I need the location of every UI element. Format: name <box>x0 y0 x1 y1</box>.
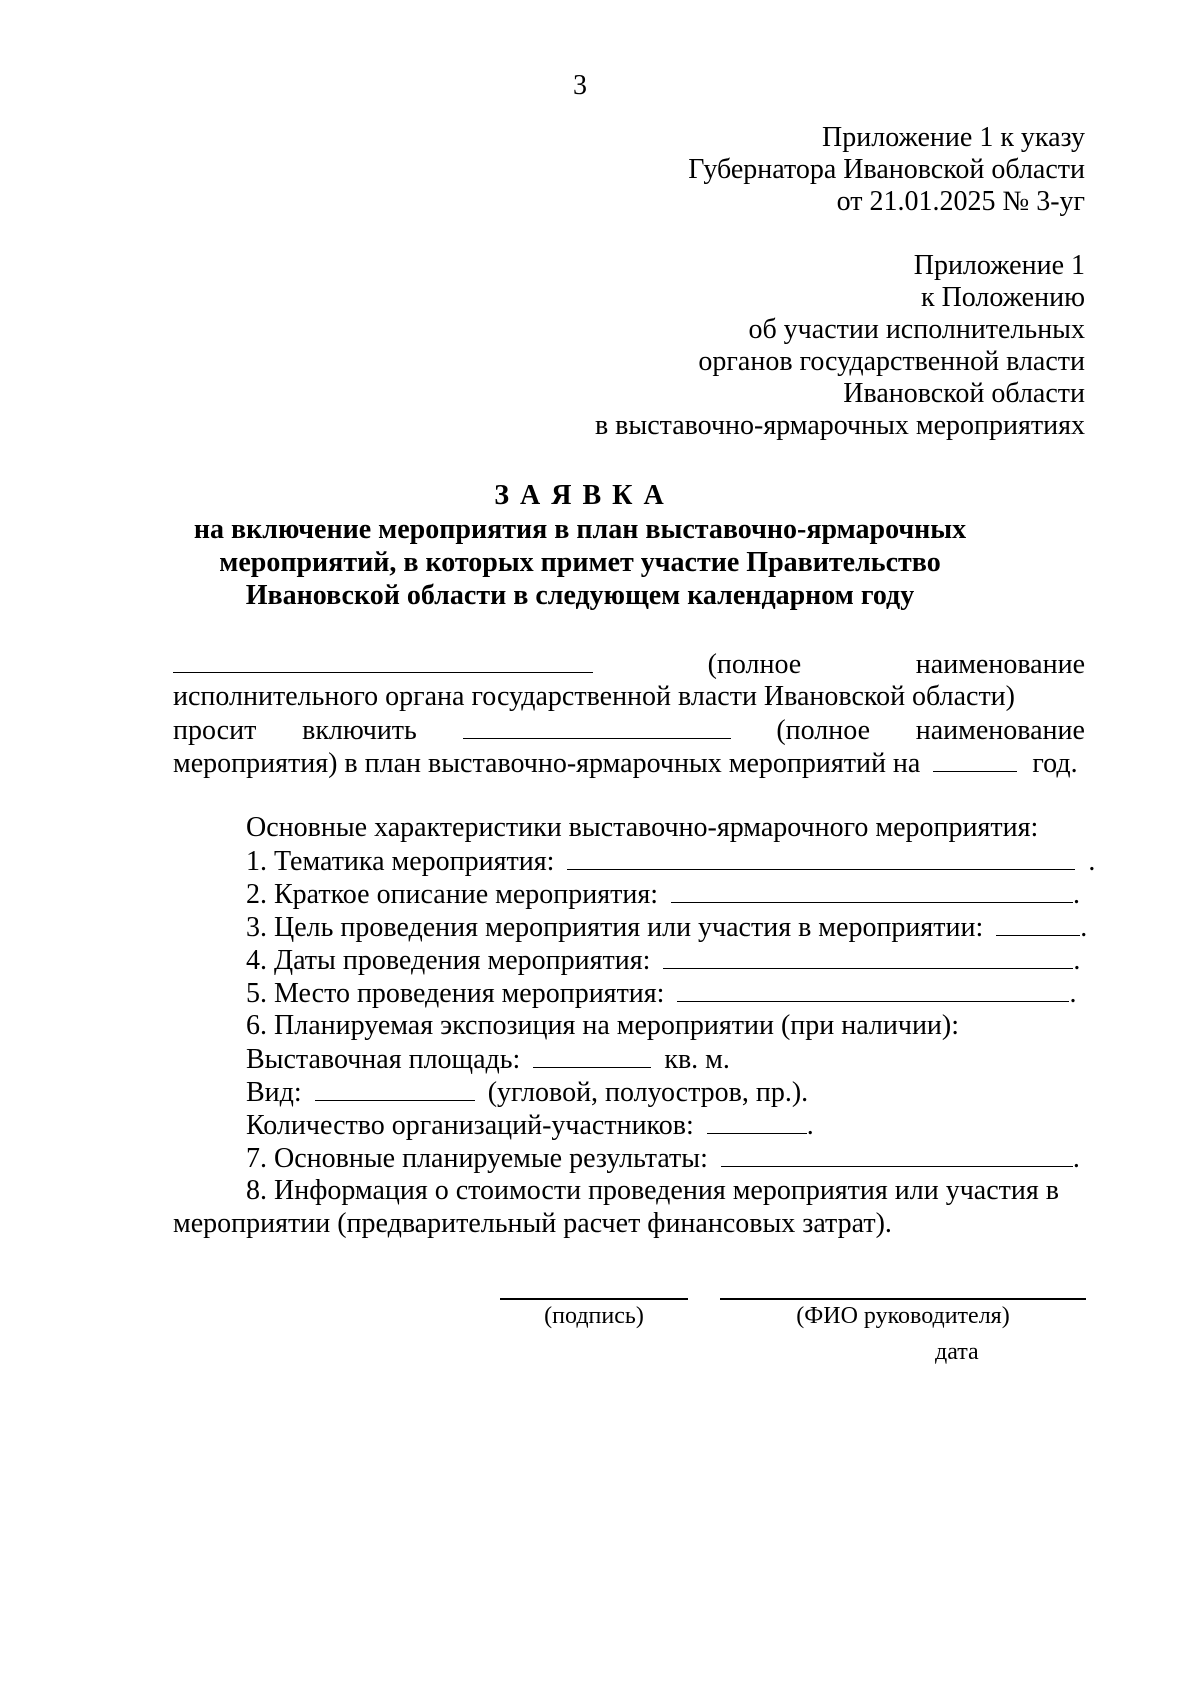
appendix-regulation-line: Ивановской области <box>843 378 1085 409</box>
signature-caption: (подпись) <box>544 1303 644 1329</box>
intro-text: исполнительного органа государственной власти Ивановской области) <box>173 681 1015 712</box>
topic-field[interactable] <box>567 845 1075 870</box>
count-field[interactable] <box>707 1109 807 1134</box>
event-name-field[interactable] <box>463 714 731 739</box>
appendix-decree-line: Приложение 1 к указу <box>822 122 1085 153</box>
count-row <box>246 1109 814 1142</box>
appendix-regulation-line: в выставочно-ярмарочных мероприятиях <box>594 410 1085 441</box>
item-dot: . <box>1073 945 1081 976</box>
appendix-regulation-line: органов государственной власти <box>698 346 1085 377</box>
intro-text: просит <box>173 715 257 746</box>
document-subtitle-line: на включение мероприятия в план выставочно-ярмарочных <box>193 514 967 545</box>
item-dot: . <box>1069 978 1077 1009</box>
item-dot: . <box>1072 1143 1080 1174</box>
item-label: 7. Основные планируемые результаты: <box>246 1143 708 1174</box>
head-name-line[interactable] <box>720 1298 1086 1300</box>
intro-text: (полное <box>776 715 870 746</box>
item-label: 3. Цель проведения мероприятия или участия в мероприятии: <box>246 912 984 943</box>
page-number: 3 <box>573 70 587 101</box>
type-row <box>246 1076 808 1109</box>
item-dot: . <box>1088 846 1096 877</box>
intro-text: год. <box>1032 748 1078 779</box>
document-title: З А Я В К А <box>494 480 666 511</box>
goal-field[interactable] <box>996 911 1080 936</box>
characteristic-item <box>246 1175 1085 1207</box>
characteristic-item-continued: мероприятии (предварительный расчет финансовых затрат). <box>173 1208 892 1239</box>
characteristic-item <box>246 878 1080 911</box>
item-dot: . <box>1073 879 1081 910</box>
item-label: 8. Информация о стоимости проведения мероприятия или участия в <box>246 1175 1059 1206</box>
description-field[interactable] <box>671 878 1073 903</box>
characteristic-item <box>246 944 1080 977</box>
characteristic-item <box>246 1142 1080 1175</box>
org-name-field[interactable] <box>173 648 593 673</box>
intro-text: наименование <box>915 715 1085 746</box>
item-label: 1. Тематика мероприятия: <box>246 846 555 877</box>
appendix-regulation-line: об участии исполнительных <box>748 314 1085 345</box>
intro-line-1 <box>173 648 1085 681</box>
item-dot: . <box>806 1110 814 1141</box>
area-unit: кв. м. <box>664 1044 730 1075</box>
type-hint: (угловой, полуостров, пр.). <box>487 1077 809 1108</box>
results-field[interactable] <box>721 1142 1073 1167</box>
intro-line-2 <box>173 681 1085 713</box>
intro-line-3 <box>173 714 1085 747</box>
document-subtitle-line: мероприятий, в которых примет участие Правительство <box>219 547 941 578</box>
signature-line[interactable] <box>500 1298 688 1300</box>
place-field[interactable] <box>677 977 1069 1002</box>
area-label: Выставочная площадь: <box>246 1044 521 1075</box>
characteristic-item <box>246 845 1095 878</box>
dates-field[interactable] <box>663 944 1073 969</box>
appendix-regulation-line: к Положению <box>920 282 1085 313</box>
characteristic-item <box>246 911 1087 944</box>
intro-line-4 <box>173 747 1078 780</box>
area-row <box>246 1043 730 1076</box>
type-label: Вид: <box>246 1077 302 1108</box>
area-field[interactable] <box>533 1043 651 1068</box>
date-caption: дата <box>935 1339 979 1365</box>
type-field[interactable] <box>315 1076 475 1101</box>
head-name-caption: (ФИО руководителя) <box>796 1303 1010 1329</box>
intro-text: мероприятия) в план выставочно-ярмарочных мероприятий на <box>173 748 921 779</box>
item-label: 4. Даты проведения мероприятия: <box>246 945 651 976</box>
item-dot: . <box>1080 912 1088 943</box>
characteristics-heading: Основные характеристики выставочно-ярмарочного мероприятия: <box>246 812 1039 843</box>
appendix-decree-line: от 21.01.2025 № 3-уг <box>836 186 1085 217</box>
item-label: 2. Краткое описание мероприятия: <box>246 879 659 910</box>
intro-text: (полное <box>707 649 802 680</box>
item-label: 5. Место проведения мероприятия: <box>246 978 665 1009</box>
characteristic-item <box>246 977 1076 1010</box>
intro-text: включить <box>302 715 417 746</box>
intro-text: наименование <box>915 649 1085 680</box>
document-subtitle-line: Ивановской области в следующем календарном году <box>245 580 915 611</box>
characteristic-item: 6. Планируемая экспозиция на мероприятии (при наличии): <box>246 1010 960 1041</box>
year-field[interactable] <box>933 747 1017 772</box>
count-label: Количество организаций-участников: <box>246 1110 694 1141</box>
appendix-regulation-line: Приложение 1 <box>913 250 1085 281</box>
appendix-decree-line: Губернатора Ивановской области <box>688 154 1085 185</box>
